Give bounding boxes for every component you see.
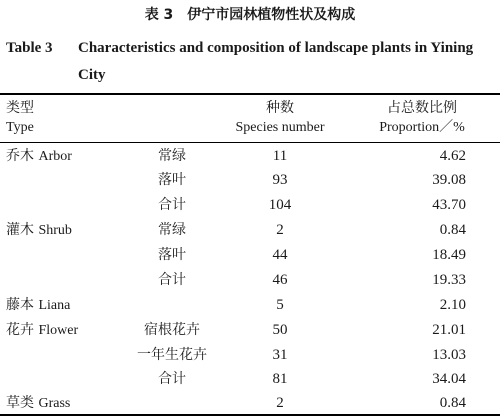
table-row bbox=[0, 144, 500, 168]
header-species-en: Species number bbox=[235, 120, 325, 135]
header-type-cn: 类型 bbox=[6, 100, 34, 116]
table-row bbox=[0, 168, 500, 192]
table-row bbox=[0, 193, 500, 217]
table-row bbox=[0, 218, 500, 242]
table-row bbox=[0, 391, 500, 415]
row-species: 31 bbox=[272, 347, 288, 363]
table-title-line2: City bbox=[78, 67, 106, 83]
row-species: 46 bbox=[272, 272, 288, 288]
header-proportion bbox=[362, 99, 482, 137]
row-type-cn: 花卉 bbox=[6, 322, 34, 338]
table-row bbox=[0, 268, 500, 292]
row-type-en: Flower bbox=[38, 323, 79, 338]
header-type-en: Type bbox=[6, 120, 34, 135]
row-type bbox=[6, 218, 72, 243]
table-caption-en bbox=[6, 35, 496, 89]
bottom-rule bbox=[0, 414, 500, 416]
row-type bbox=[6, 391, 70, 416]
table-row bbox=[0, 318, 500, 342]
row-species: 44 bbox=[272, 247, 288, 263]
row-type-en: Liana bbox=[38, 298, 71, 313]
row-subtype: 一年生花卉 bbox=[137, 347, 207, 363]
row-subtype: 宿根花卉 bbox=[144, 322, 200, 338]
row-proportion: 4.62 bbox=[439, 148, 466, 164]
row-species: 2 bbox=[276, 395, 284, 411]
row-subtype: 合计 bbox=[158, 197, 186, 213]
header-proportion-cn: 占总数比例 bbox=[387, 100, 457, 116]
row-type-en: Arbor bbox=[38, 149, 72, 164]
row-type bbox=[6, 293, 70, 318]
row-proportion: 19.33 bbox=[432, 272, 466, 288]
table-row bbox=[0, 367, 500, 391]
row-subtype: 落叶 bbox=[158, 247, 186, 263]
row-subtype: 常绿 bbox=[158, 222, 186, 238]
header-type bbox=[6, 99, 34, 137]
row-species: 104 bbox=[268, 197, 292, 213]
row-type-en: Shrub bbox=[38, 223, 72, 238]
table-title-line1: Characteristics and composition of landscape plants in Yining bbox=[78, 40, 474, 56]
table-caption-cn: 表 3 伊宁市园林植物性状及构成 bbox=[144, 7, 356, 23]
row-type-en: Grass bbox=[38, 396, 71, 411]
row-proportion: 18.49 bbox=[432, 247, 466, 263]
row-subtype: 落叶 bbox=[158, 172, 186, 188]
row-proportion: 13.03 bbox=[432, 347, 466, 363]
row-type-cn: 草类 bbox=[6, 395, 34, 411]
row-type bbox=[6, 144, 72, 169]
row-proportion: 0.84 bbox=[439, 222, 466, 238]
row-proportion: 39.08 bbox=[432, 172, 466, 188]
row-proportion: 0.84 bbox=[439, 395, 466, 411]
row-proportion: 34.04 bbox=[432, 371, 466, 387]
table-row bbox=[0, 243, 500, 267]
table-caption-en-line1 bbox=[6, 35, 496, 62]
table-label: Table 3 bbox=[6, 40, 53, 56]
row-species: 11 bbox=[272, 148, 288, 164]
header-proportion-en: Proportion／% bbox=[379, 120, 465, 135]
row-proportion: 21.01 bbox=[432, 322, 466, 338]
row-subtype: 合计 bbox=[158, 272, 186, 288]
header-rule bbox=[0, 142, 500, 143]
row-type-cn: 灌木 bbox=[6, 222, 34, 238]
row-subtype: 合计 bbox=[158, 371, 186, 387]
row-proportion: 43.70 bbox=[432, 197, 466, 213]
header-species bbox=[220, 99, 340, 137]
row-type-cn: 藤本 bbox=[6, 297, 34, 313]
row-type bbox=[6, 318, 78, 343]
row-subtype: 常绿 bbox=[158, 148, 186, 164]
row-species: 50 bbox=[272, 322, 288, 338]
row-proportion: 2.10 bbox=[439, 297, 466, 313]
top-rule bbox=[0, 93, 500, 95]
row-species: 2 bbox=[276, 222, 284, 238]
header-species-cn: 种数 bbox=[266, 100, 294, 116]
table-row bbox=[0, 293, 500, 317]
row-species: 81 bbox=[272, 371, 288, 387]
row-type-cn: 乔木 bbox=[6, 148, 34, 164]
table-row bbox=[0, 343, 500, 367]
row-species: 5 bbox=[276, 297, 284, 313]
row-species: 93 bbox=[272, 172, 288, 188]
